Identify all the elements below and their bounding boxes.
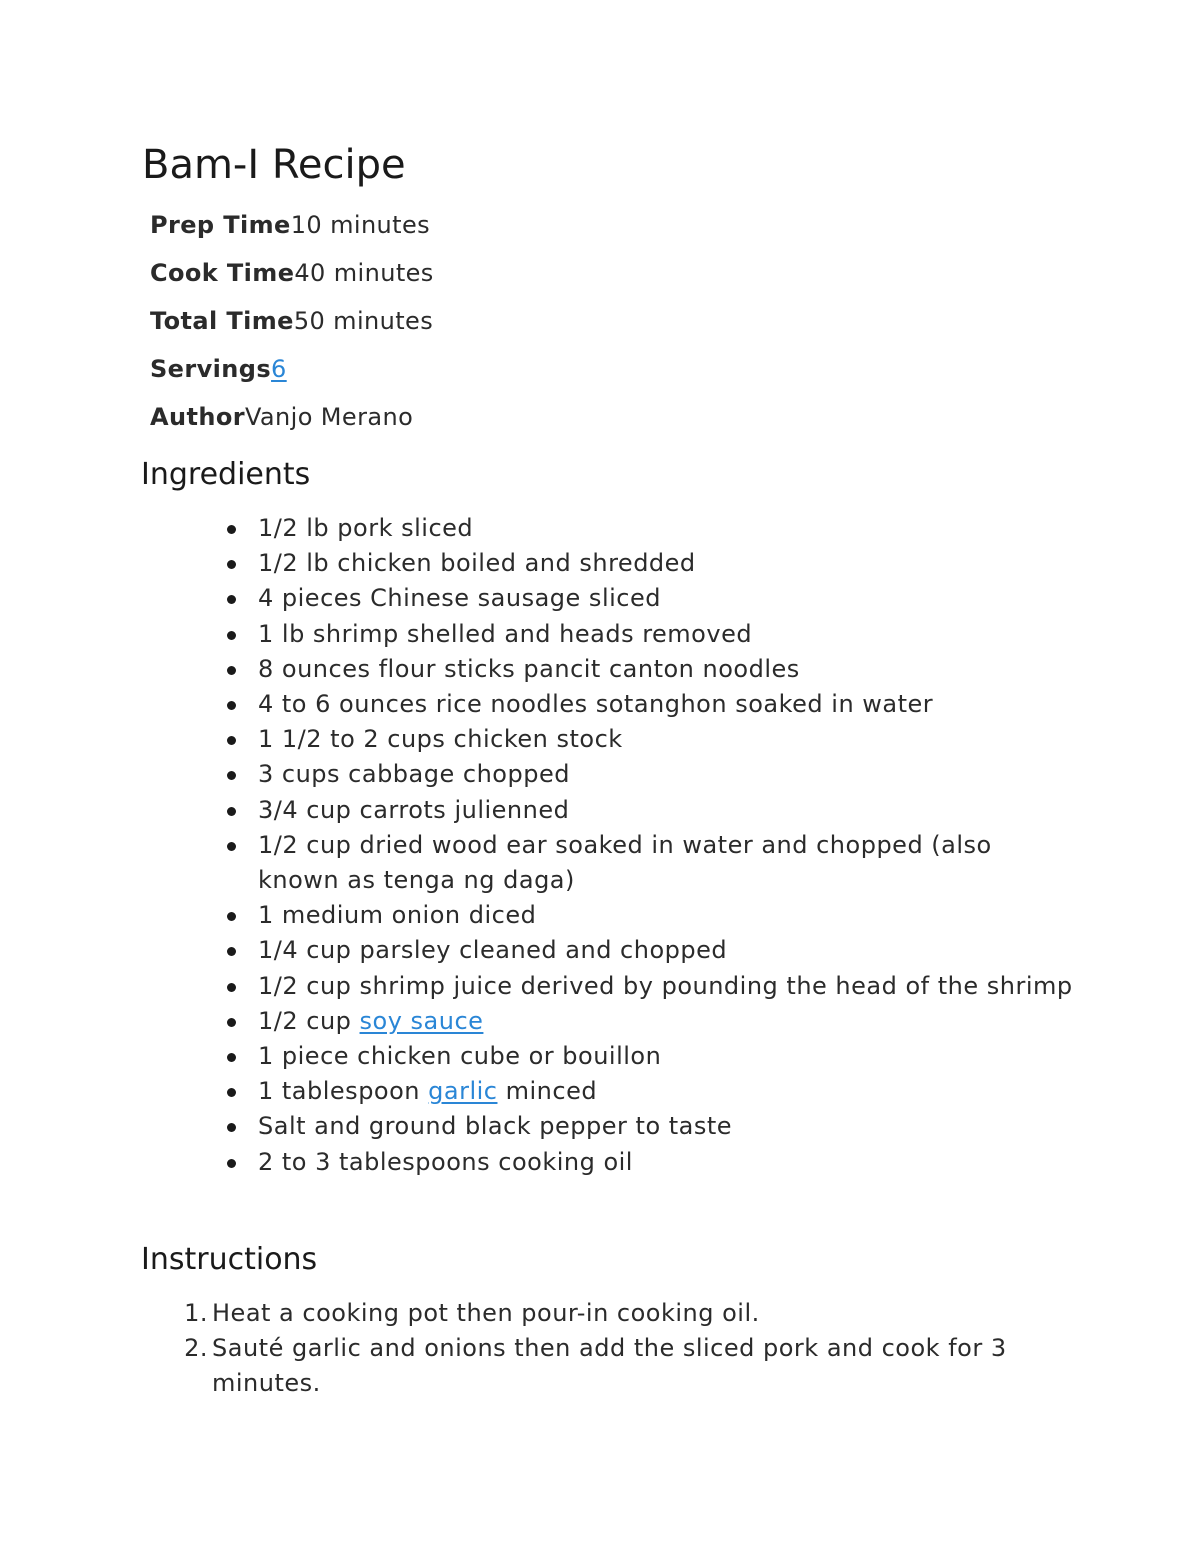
ingredient-text: 1/2 lb pork sliced — [258, 514, 474, 542]
ingredient-text: 4 pieces Chinese sausage sliced — [258, 584, 661, 613]
recipe-meta — [150, 201, 434, 441]
servings-link[interactable]: 6 — [271, 355, 287, 383]
step-number: 2. — [184, 1334, 208, 1363]
ingredient-text: 1 1/2 to 2 cups chicken stock — [258, 725, 623, 754]
meta-label: Total Time — [150, 307, 294, 335]
meta-servings — [150, 345, 434, 393]
bullet-icon — [227, 736, 236, 745]
bullet-icon — [227, 1018, 236, 1027]
bullet-icon — [227, 807, 236, 816]
ingredient-item — [258, 969, 1078, 1004]
instruction-step — [184, 1331, 1072, 1401]
ingredient-item — [258, 1145, 1078, 1180]
soy-sauce-link[interactable]: soy sauce — [359, 1006, 484, 1035]
bullet-icon — [227, 666, 236, 675]
bullet-icon — [227, 1159, 236, 1168]
ingredient-text: 1 piece chicken cube or bouillon — [258, 1042, 662, 1071]
ingredients-heading: Ingredients — [141, 457, 311, 492]
meta-label: Author — [150, 403, 245, 431]
bullet-icon — [227, 525, 236, 534]
page-title: Bam-I Recipe — [142, 142, 406, 188]
ingredient-item — [258, 617, 1078, 652]
bullet-icon — [227, 595, 236, 604]
bullet-icon — [227, 1053, 236, 1062]
bullet-icon — [227, 1123, 236, 1132]
garlic-link[interactable]: garlic — [428, 1077, 498, 1106]
meta-author — [150, 393, 434, 441]
meta-value: Vanjo Merano — [244, 403, 414, 431]
ingredient-item — [258, 652, 1078, 687]
ingredient-item — [258, 757, 1078, 792]
bullet-icon — [227, 912, 236, 921]
ingredient-item — [258, 793, 1078, 828]
ingredient-item — [258, 1109, 1078, 1144]
ingredient-text: 1/2 cup shrimp juice derived by pounding the head of the shrimp — [258, 971, 1073, 1000]
ingredient-item — [258, 933, 1078, 968]
bullet-icon — [227, 701, 236, 710]
ingredient-item — [258, 1039, 1078, 1074]
meta-cook-time — [150, 249, 434, 297]
step-text: Sauté garlic and onions then add the sliced pork and cook for 3 minutes. — [212, 1334, 1007, 1398]
step-number: 1. — [184, 1299, 208, 1327]
meta-value: 50 minutes — [293, 307, 434, 335]
bullet-icon — [227, 983, 236, 992]
ingredient-item — [258, 1074, 1078, 1109]
bullet-icon — [227, 842, 236, 851]
ingredient-item — [258, 687, 1078, 722]
ingredient-text: 1/2 lb chicken boiled and shredded — [258, 549, 696, 578]
ingredient-text: minced — [497, 1077, 598, 1106]
ingredient-item — [258, 1004, 1078, 1039]
meta-label: Prep Time — [150, 211, 291, 239]
ingredient-text: 4 to 6 ounces rice noodles sotanghon soaked in water — [258, 690, 934, 719]
ingredient-text: 1/2 cup dried wood ear soaked in water and chopped (also known as tenga ng daga) — [258, 830, 992, 895]
ingredient-text: 1/4 cup parsley cleaned and chopped — [258, 936, 728, 965]
ingredient-text: 8 ounces flour sticks pancit canton noodles — [258, 654, 800, 683]
ingredient-text: Salt and ground black pepper to taste — [258, 1112, 733, 1141]
bullet-icon — [227, 631, 236, 640]
ingredient-text: 1 medium onion diced — [258, 901, 537, 930]
ingredient-item — [258, 581, 1078, 616]
ingredients-list — [258, 511, 1078, 1180]
ingredient-text: 1/2 cup — [258, 1006, 360, 1035]
ingredient-text: 2 to 3 tablespoons cooking oil — [258, 1147, 633, 1176]
ingredient-item — [258, 722, 1078, 757]
step-text: Heat a cooking pot then pour-in cooking oil. — [212, 1299, 760, 1327]
instruction-step — [184, 1296, 1072, 1331]
bullet-icon — [227, 1088, 236, 1097]
bullet-icon — [227, 947, 236, 956]
bullet-icon — [227, 560, 236, 569]
ingredient-text: 1 tablespoon — [258, 1077, 429, 1106]
instructions-list — [184, 1296, 1072, 1402]
meta-prep-time — [150, 201, 434, 249]
ingredient-text: 3 cups cabbage chopped — [258, 760, 570, 789]
ingredient-item — [258, 546, 1078, 581]
meta-label: Servings — [150, 355, 272, 383]
meta-label: Cook Time — [150, 259, 295, 287]
meta-total-time — [150, 297, 434, 345]
ingredient-item — [258, 511, 1078, 546]
ingredient-item — [258, 898, 1078, 933]
ingredient-item — [258, 828, 1078, 898]
ingredient-text: 1 lb shrimp shelled and heads removed — [258, 619, 753, 648]
bullet-icon — [227, 771, 236, 780]
instructions-heading: Instructions — [141, 1242, 318, 1277]
meta-value: 10 minutes — [290, 211, 431, 239]
meta-value: 40 minutes — [294, 259, 434, 287]
ingredient-text: 3/4 cup carrots julienned — [258, 795, 570, 824]
